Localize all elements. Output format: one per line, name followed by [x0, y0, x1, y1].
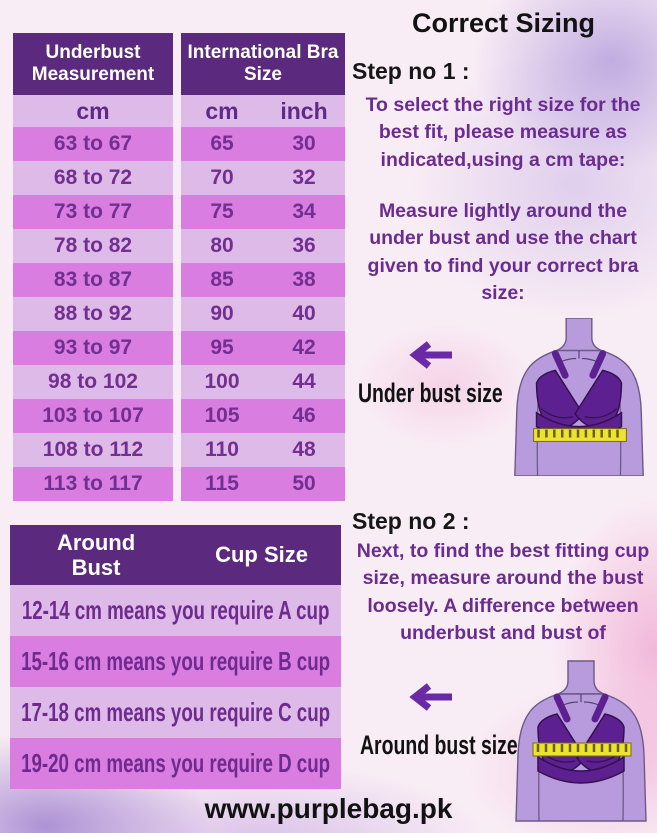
left-arrow-icon [408, 682, 454, 712]
table-row: 88 to 92 [13, 297, 173, 331]
bra-size-unit-header [181, 95, 345, 127]
size-cm-value: 100 [204, 370, 240, 393]
table-row: 93 to 97 [13, 331, 173, 365]
website-url: www.purplebag.pk [204, 793, 453, 824]
size-cm-value: 75 [210, 200, 234, 223]
step1-heading: Step no 1 : [352, 58, 470, 84]
page-title: Correct Sizing [411, 8, 596, 38]
size-cm-value: 105 [204, 404, 240, 427]
size-cm-value: 115 [205, 472, 239, 495]
cup-size-header: Cup Size [215, 542, 308, 567]
bra-size-table-header: International Bra Size [181, 33, 345, 95]
table-row [181, 331, 345, 365]
size-inch-value: 40 [292, 302, 316, 325]
step2-heading: Step no 2 : [352, 508, 470, 534]
table-row [181, 127, 345, 161]
underbust-table-header: Underbust Measurement [13, 33, 173, 95]
table-row [181, 297, 345, 331]
table-row [181, 195, 345, 229]
table-row [181, 399, 345, 433]
size-cm-value: 70 [210, 166, 234, 189]
table-row: 83 to 87 [13, 263, 173, 297]
table-row: 113 to 117 [13, 467, 173, 501]
step1-intro-text: To select the right size for the best fit, please measure as indicated,using a cm tape: [365, 94, 641, 171]
size-cm-value: 65 [210, 132, 234, 155]
size-inch-value: 34 [292, 200, 316, 223]
around-bust-caption-text: Around bust size [360, 730, 518, 760]
table-row: 68 to 72 [13, 161, 173, 195]
table-row [10, 636, 341, 687]
size-inch-value: 48 [292, 438, 316, 461]
step1-detail-text: Measure lightly around the under bust and use the chart given to find your correct bra size: [367, 200, 639, 304]
table-row [181, 161, 345, 195]
table-row: 73 to 77 [13, 195, 173, 229]
instructions-panel [350, 0, 657, 833]
table-row [10, 738, 341, 789]
table-row [181, 365, 345, 399]
table-row [10, 585, 341, 636]
unit-inch-label: inch [280, 97, 328, 124]
size-inch-value: 30 [292, 132, 316, 155]
cup-rule-text: 19-20 cm means you require D cup [21, 748, 331, 778]
size-cm-value: 90 [210, 302, 234, 325]
size-inch-value: 42 [292, 336, 316, 359]
size-inch-value: 50 [292, 472, 316, 495]
unit-cm-label: cm [205, 97, 239, 124]
cup-rule-text: 12-14 cm means you require A cup [21, 595, 330, 625]
step2-detail-text: Next, to find the best fitting cup size, measure around the bust loosely. A difference between underbust and bust of [356, 540, 650, 644]
cup-table-header [10, 525, 341, 585]
bra-size-table [181, 33, 345, 501]
table-row: 98 to 102 [13, 365, 173, 399]
table-row [181, 433, 345, 467]
size-cm-value: 80 [210, 234, 234, 257]
size-inch-value: 38 [292, 268, 316, 291]
size-inch-value: 44 [292, 370, 316, 393]
size-cm-value: 95 [210, 336, 234, 359]
size-inch-value: 36 [292, 234, 316, 257]
table-row [181, 229, 345, 263]
table-row: 63 to 67 [13, 127, 173, 161]
around-bust-header: Around Bust [56, 529, 136, 580]
left-arrow-icon [408, 340, 454, 370]
size-inch-value: 32 [292, 166, 316, 189]
underbust-unit-header: cm [13, 95, 173, 127]
table-row [10, 687, 341, 738]
underbust-table [13, 33, 173, 501]
table-row: 103 to 107 [13, 399, 173, 433]
cup-size-table [10, 525, 341, 789]
cup-rule-text: 15-16 cm means you require B cup [21, 646, 331, 676]
table-row [181, 467, 345, 501]
cup-rule-text: 17-18 cm means you require C cup [21, 697, 331, 727]
table-row [181, 263, 345, 297]
table-row: 108 to 112 [13, 433, 173, 467]
table-row: 78 to 82 [13, 229, 173, 263]
under-bust-caption-text: Under bust size [358, 378, 503, 408]
bra-underbust-illustration [503, 318, 655, 476]
size-cm-value: 110 [205, 438, 239, 461]
size-inch-value: 46 [292, 404, 316, 427]
size-cm-value: 85 [210, 268, 234, 291]
